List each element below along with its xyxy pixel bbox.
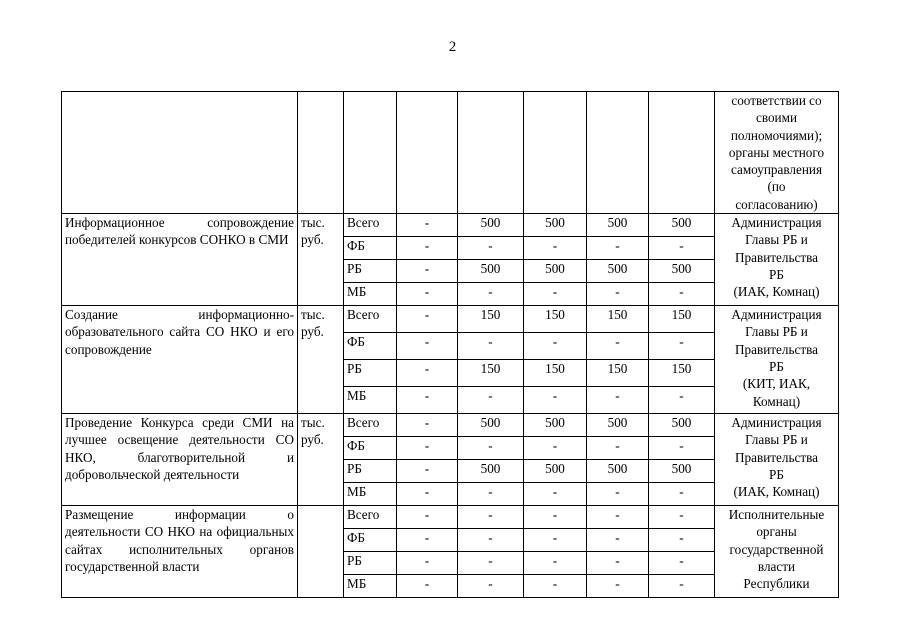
org-line: РБ <box>769 358 784 374</box>
amount-cell: - <box>524 237 587 260</box>
funding-source-cell: Всего <box>344 306 397 333</box>
amount-cell: 150 <box>649 306 715 333</box>
amount-cell: - <box>524 283 587 306</box>
amount-cell: 500 <box>649 414 715 437</box>
amount-cell: - <box>458 506 524 529</box>
amount-cell: - <box>397 483 458 506</box>
amount-cell: - <box>397 460 458 483</box>
amount-cell: - <box>458 483 524 506</box>
table-row <box>62 506 839 529</box>
continuation-value-cell <box>587 92 649 214</box>
amount-cell: 500 <box>649 214 715 237</box>
amount-cell: - <box>458 529 524 552</box>
responsible-org-cell <box>715 414 839 506</box>
amount-cell: 500 <box>587 460 649 483</box>
org-line: Администрация <box>731 415 822 431</box>
continuation-value-cell <box>524 92 587 214</box>
amount-cell: - <box>587 552 649 575</box>
org-line: государственной <box>729 541 824 557</box>
amount-cell: - <box>397 387 458 414</box>
amount-cell: - <box>587 483 649 506</box>
org-line: РБ <box>769 266 784 282</box>
continuation-value-cell <box>458 92 524 214</box>
amount-cell: - <box>458 575 524 598</box>
amount-cell: - <box>524 552 587 575</box>
org-line: Администрация <box>731 215 822 231</box>
responsible-org-cell <box>715 306 839 414</box>
amount-cell: - <box>524 483 587 506</box>
amount-cell: 500 <box>458 260 524 283</box>
org-line: Главы РБ и <box>745 432 808 448</box>
amount-cell: - <box>649 237 715 260</box>
amount-cell: 500 <box>524 414 587 437</box>
amount-cell: 150 <box>524 306 587 333</box>
funding-source-cell: МБ <box>344 283 397 306</box>
amount-cell: - <box>397 306 458 333</box>
measure-name-cell: Размещение информации о деятельности СО НКО на официальных сайтах исполнительных органов государственной власти <box>62 506 298 598</box>
amount-cell: 500 <box>524 260 587 283</box>
amount-cell: - <box>397 437 458 460</box>
amount-cell: - <box>587 387 649 414</box>
amount-cell: - <box>587 237 649 260</box>
responsible-org-cell <box>715 214 839 306</box>
unit-cell: тыс. руб. <box>298 214 344 306</box>
funding-source-cell: Всего <box>344 414 397 437</box>
org-line: Администрация <box>731 307 822 323</box>
amount-cell: - <box>397 414 458 437</box>
org-line: Правительства <box>735 449 818 465</box>
org-line: (КИТ, ИАК, <box>742 376 811 392</box>
table-row <box>62 306 839 333</box>
amount-cell: - <box>587 506 649 529</box>
funding-source-cell: РБ <box>344 552 397 575</box>
amount-cell: - <box>397 237 458 260</box>
amount-cell: - <box>397 575 458 598</box>
measure-name-cell: Проведение Конкурса среди СМИ на лучшее освещение деятельности СО НКО, благотворительной и добровольческой деятельности <box>62 414 298 506</box>
org-line: (по <box>767 179 786 195</box>
amount-cell: - <box>524 529 587 552</box>
amount-cell: - <box>524 387 587 414</box>
org-line: (ИАК, Комнац) <box>733 484 820 500</box>
org-line: органы <box>756 524 797 540</box>
amount-cell: - <box>397 360 458 387</box>
amount-cell: - <box>524 506 587 529</box>
amount-cell: 500 <box>587 414 649 437</box>
continuation-source-cell <box>344 92 397 214</box>
unit-cell: тыс. руб. <box>298 414 344 506</box>
continuation-name-cell <box>62 92 298 214</box>
amount-cell: - <box>458 237 524 260</box>
amount-cell: - <box>587 575 649 598</box>
org-line: своими <box>755 110 798 126</box>
amount-cell: - <box>397 214 458 237</box>
amount-cell: 500 <box>649 260 715 283</box>
continuation-value-cell <box>649 92 715 214</box>
amount-cell: - <box>524 333 587 360</box>
amount-cell: - <box>524 437 587 460</box>
funding-source-cell: МБ <box>344 575 397 598</box>
funding-source-cell: МБ <box>344 483 397 506</box>
funding-source-cell: ФБ <box>344 529 397 552</box>
org-line: Главы РБ и <box>745 324 808 340</box>
amount-cell: - <box>397 506 458 529</box>
continuation-unit-cell <box>298 92 344 214</box>
amount-cell: - <box>649 387 715 414</box>
org-line: Республики <box>743 576 810 592</box>
amount-cell: 500 <box>458 460 524 483</box>
amount-cell: - <box>649 506 715 529</box>
continuation-value-cell <box>397 92 458 214</box>
amount-cell: 500 <box>524 460 587 483</box>
amount-cell: - <box>458 552 524 575</box>
amount-cell: - <box>397 333 458 360</box>
funding-source-cell: ФБ <box>344 237 397 260</box>
amount-cell: - <box>649 437 715 460</box>
amount-cell: - <box>397 552 458 575</box>
amount-cell: 150 <box>649 360 715 387</box>
amount-cell: - <box>397 283 458 306</box>
amount-cell: 150 <box>458 360 524 387</box>
amount-cell: - <box>458 333 524 360</box>
amount-cell: 500 <box>587 260 649 283</box>
amount-cell: 500 <box>587 214 649 237</box>
amount-cell: - <box>649 552 715 575</box>
org-line: органы местного <box>728 144 825 160</box>
org-line: власти <box>757 558 796 574</box>
funding-source-cell: Всего <box>344 214 397 237</box>
amount-cell: - <box>587 283 649 306</box>
table-row <box>62 414 839 437</box>
amount-cell: - <box>458 387 524 414</box>
amount-cell: - <box>649 529 715 552</box>
amount-cell: - <box>524 575 587 598</box>
amount-cell: 150 <box>458 306 524 333</box>
amount-cell: 500 <box>524 214 587 237</box>
budget-table <box>61 91 839 598</box>
responsible-org-cell <box>715 506 839 598</box>
amount-cell: 500 <box>649 460 715 483</box>
org-line: Комнац) <box>752 393 801 409</box>
amount-cell: - <box>397 260 458 283</box>
amount-cell: - <box>649 483 715 506</box>
funding-source-cell: РБ <box>344 360 397 387</box>
amount-cell: 150 <box>524 360 587 387</box>
org-line: РБ <box>769 466 784 482</box>
amount-cell: 500 <box>458 214 524 237</box>
table-row <box>62 214 839 237</box>
org-line: Исполнительные <box>728 507 825 523</box>
continuation-org-cell <box>715 92 839 214</box>
funding-source-cell: РБ <box>344 260 397 283</box>
continuation-row <box>62 92 839 214</box>
org-line: полномочиями); <box>730 127 823 143</box>
amount-cell: 150 <box>587 360 649 387</box>
amount-cell: - <box>587 333 649 360</box>
org-line: Главы РБ и <box>745 232 808 248</box>
measure-name-cell: Создание информационно-образовательного сайта СО НКО и его сопровождение <box>62 306 298 414</box>
unit-cell <box>298 506 344 598</box>
org-line: Правительства <box>735 341 818 357</box>
funding-source-cell: МБ <box>344 387 397 414</box>
page-number: 2 <box>448 39 457 55</box>
amount-cell: - <box>587 529 649 552</box>
funding-source-cell: ФБ <box>344 437 397 460</box>
amount-cell: - <box>649 283 715 306</box>
funding-source-cell: ФБ <box>344 333 397 360</box>
amount-cell: 500 <box>458 414 524 437</box>
amount-cell: - <box>649 333 715 360</box>
amount-cell: - <box>397 529 458 552</box>
funding-source-cell: РБ <box>344 460 397 483</box>
org-line: согласованию) <box>735 196 818 212</box>
amount-cell: - <box>649 575 715 598</box>
amount-cell: - <box>458 283 524 306</box>
amount-cell: 150 <box>587 306 649 333</box>
measure-name-cell: Информационное сопровождение победителей конкурсов СОНКО в СМИ <box>62 214 298 306</box>
amount-cell: - <box>587 437 649 460</box>
unit-cell: тыс. руб. <box>298 306 344 414</box>
amount-cell: - <box>458 437 524 460</box>
org-line: Правительства <box>735 249 818 265</box>
funding-source-cell: Всего <box>344 506 397 529</box>
org-line: (ИАК, Комнац) <box>733 284 820 300</box>
org-line: соответствии со <box>731 93 822 108</box>
org-line: самоуправления <box>730 162 823 178</box>
